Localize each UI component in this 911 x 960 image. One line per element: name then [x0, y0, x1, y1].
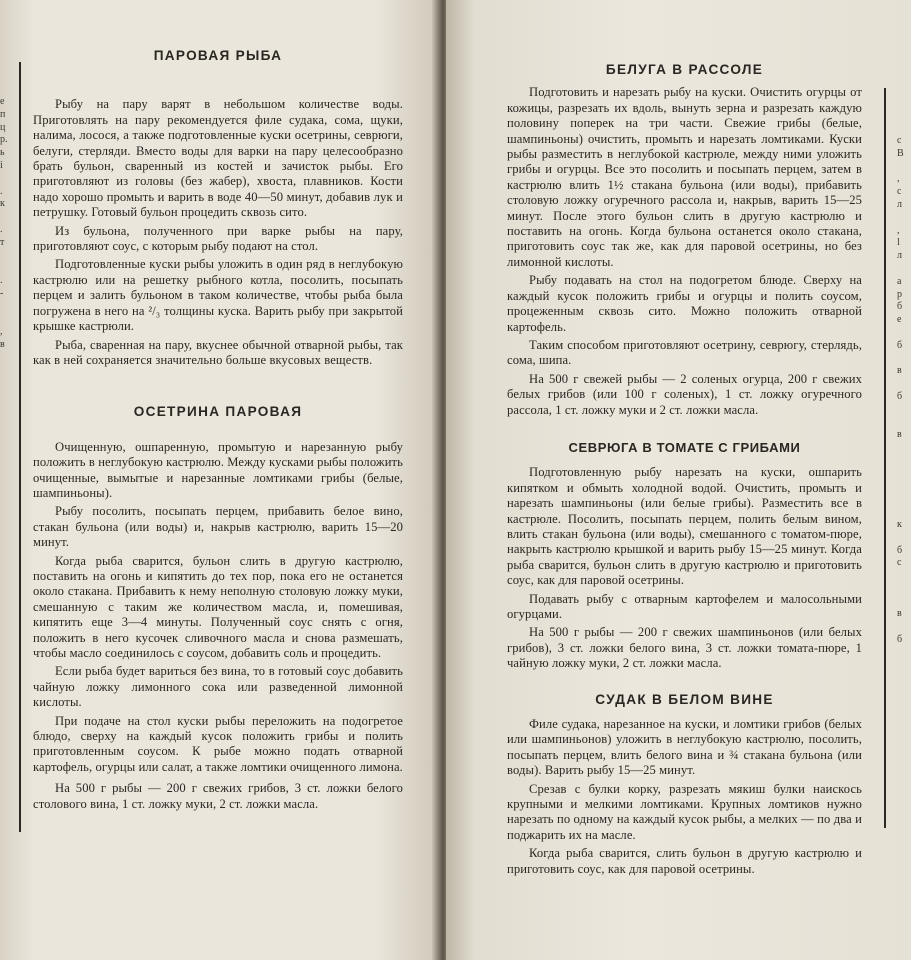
recipe-sevruga-tomato-mushrooms [507, 440, 862, 672]
recipe-steamed-sturgeon [33, 404, 403, 812]
recipe-paragraph: Когда рыба сварится, бульон слить в другую кастрюлю, поставить на огонь и кипятить до тех пор, пока его не останется около стакана. Прибавить к нему неполную столовую ложку муки, смешанную с таким же количеством масла, и, помешивая, кипятить еще 3—4 минуты. Полученный соус снять с огня, положить в него кусочек сливочного масла и снова размешать, чтобы масло соединилось с соусом, добавить соль и процедить. [33, 553, 403, 660]
edge-letter: В [897, 147, 904, 159]
recipe-ingredients: На 500 г рыбы — 200 г свежих грибов, 3 ст. ложки белого столового вина, 1 ст. ложку муки, 2 ст. ложки масла. [33, 781, 403, 811]
edge-letter: l [897, 237, 900, 249]
recipe-paragraph: Когда рыба сварится, слить бульон в другую кастрюлю и приготовить соус, как для паровой осетрины. [507, 846, 862, 876]
recipe-ingredients: На 500 г свежей рыбы — 2 соленых огурца, 200 г свежих белых грибов (или 100 г соленых), 1 ст. ложку огуречного рассола, 1 ст. ложку муки и 2 ст. ложки масла. [507, 371, 862, 417]
edge-letter [897, 442, 911, 455]
recipe-paragraph: Подготовить и нарезать рыбу на куски. Очистить огурцы от кожицы, разрезать их вдоль, вынуть зерна и разрезать каждую половину поперек на три части. Свежие грибы (белые, шампиньоны) очистить, промыть и нарезать ломтиками. Куски рыбы разместить в неглубокой кастрюле, между ними уложить грибы и огурцы. Все это посолить и посыпать перцем, затем в кастрюлю влить 1½ стакана бульона (или воды), прибавить столовую ложку огуречного рассола и, накрыв, варить 15—25 минут. После этого бульон слить в другую кастрюлю и поставить на огонь. Когда бульона останется около стакана, приготовить соус так же, как для паровой осетрины, но без лимонной кислоты. [507, 85, 862, 269]
edge-letter [897, 481, 911, 494]
edge-letter [897, 493, 911, 506]
edge-letter [0, 262, 16, 275]
edge-letter: а [897, 275, 902, 287]
edge-letter [0, 314, 16, 327]
edge-letter [897, 353, 911, 366]
edge-letter: л [897, 250, 902, 262]
edge-letter: р [897, 288, 902, 300]
recipe-title: СЕВРЮГА В ТОМАТЕ С ГРИБАМИ [568, 439, 801, 455]
edge-letter: - [0, 287, 4, 299]
edge-letter: б [897, 544, 903, 556]
recipe-paragraph: Рыбу посолить, посыпать перцем, прибавить белое вино, стакан бульона (или воды) и, накрыв кастрюлю, варить 15—20 минут. [33, 504, 403, 550]
recipe-paragraph: Срезав с булки корку, разрезать мякиш булки наискось крупными и мелкими ломтиками. Крупных ломтиков нужно нарезать по одному на каждый кусок рыбы, а мелких — по два и поджарить их на масле. [507, 781, 862, 842]
edge-letter: б [897, 634, 903, 646]
recipe-paragraph: Подготовленную рыбу нарезать на куски, ошпарить кипятком и обмыть холодной водой. Очистить, промыть и нарезать шампиньоны (или белые грибы). Разместить все в кастрюле. Посолить, посыпать перцем, полить белым вином, влить стакан бульона (или воды), смешанного с томатом-пюре, накрыть кастрюлю крышкой и варить рыбу 15—25 минут. Когда рыба сварится, бульон слить в другую кастрюлю и приготовить соус, как для паровой осетрины. [507, 465, 862, 588]
edge-letter: б [897, 390, 903, 402]
edge-letter [897, 506, 911, 519]
edge-letter [897, 596, 911, 609]
edge-letter: в [897, 429, 902, 441]
edge-letter: , [0, 326, 3, 338]
edge-letter: в [897, 608, 902, 620]
edge-letter: с [897, 186, 902, 198]
recipe-paragraph: Подавать рыбу с отварным картофелем и малосольными огурцами. [507, 591, 862, 621]
edge-letter [897, 621, 911, 634]
recipe-title: ОСЕТРИНА ПАРОВАЯ [133, 404, 303, 420]
edge-letter: т [0, 236, 5, 248]
edge-letter: к [0, 198, 5, 210]
edge-letter: в [897, 365, 902, 377]
edge-letter: б [897, 301, 903, 313]
edge-letter [897, 327, 911, 340]
edge-letter: е [897, 314, 902, 326]
right-edge-text-fragments [897, 135, 911, 647]
edge-letter [0, 211, 16, 224]
recipe-title: ПАРОВАЯ РЫБА [153, 48, 283, 63]
edge-letter [0, 250, 16, 263]
edge-letter: . [0, 275, 3, 287]
recipe-paragraph: Рыбу подавать на стол на подогретом блюде. Сверху на каждый кусок положить грибы и огурцы и полить соусом, процеженным сквозь сито. Можно положить отварной картофель. [507, 273, 862, 334]
edge-letter: к [897, 518, 902, 530]
recipe-title: СУДАК В БЕЛОМ ВИНЕ [595, 691, 774, 707]
edge-letter [0, 173, 16, 186]
edge-letter: в [0, 339, 5, 351]
edge-letter [0, 301, 16, 314]
left-page [0, 0, 440, 960]
recipe-paragraph: Из бульона, полученного при варке рыбы на пару, приготовляют соус, с которым рыбу подают на стол. [33, 223, 403, 254]
edge-letter [897, 263, 911, 276]
edge-letter [897, 417, 911, 430]
edge-letter [897, 404, 911, 417]
recipe-title: БЕЛУГА В РАССОЛЕ [605, 62, 764, 77]
right-column-rule [884, 88, 886, 828]
edge-letter: , [897, 224, 900, 236]
recipe-paragraph: Филе судака, нарезанное на куски, и ломтики грибов (белых или шампиньонов) уложить в неглубокую кастрюлю, посолить, посыпать перцем, влить белого вина и ¾ стакана бульона (или воды). Варить рыбу 15—25 минут. [507, 717, 862, 778]
edge-letter [897, 583, 911, 596]
left-column [33, 40, 403, 812]
edge-letter [897, 161, 911, 174]
recipe-paragraph: Подготовленные куски рыбы уложить в один ряд в неглубокую кастрюлю или на решетку рыбного котла, посолить, посыпать перцем и залить бульоном в таком количестве, чтобы рыба была погружена в него на ²/₃ толщины куска. Варить рыбу при закрытой крышке кастрюли. [33, 257, 403, 334]
edge-letter: с [897, 557, 902, 569]
edge-letter: , [897, 173, 900, 185]
edge-letter: с [897, 135, 902, 146]
left-column-rule [19, 62, 21, 832]
edge-letter: ь [0, 147, 5, 159]
edge-letter [897, 468, 911, 481]
edge-letter: л [897, 198, 902, 210]
recipe-zander-in-white-wine [507, 692, 862, 877]
edge-letter: е [0, 96, 5, 107]
right-column [507, 62, 862, 880]
recipe-steamed-fish [33, 48, 403, 368]
left-edge-text-fragments [0, 96, 16, 352]
recipe-paragraph: Таким способом приготовляют осетрину, севрюгу, стерлядь, сома, шипа. [507, 337, 862, 368]
recipe-paragraph: Если рыба будет вариться без вина, то в готовый соус добавить чайную ложку лимонного сока или разведенной лимонной кислоты. [33, 664, 403, 710]
edge-letter: ц [0, 121, 6, 133]
recipe-paragraph: Рыбу на пару варят в небольшом количестве воды. Приготовлять на пару рекомендуется филе судака, сома, щуки, налима, лосося, а также подготовленные куски осетрины, севрюги, белуги, стерляди. Вместо воды для варки на пару целесообразно брать бульон, сваренный из костей и зачисток рыбы. Его приготовляют из головы (без жабер), хвоста, плавников. Кости надо хорошо промыть и варить в воде 40—50 минут, добавив лук и петрушку. Готовый бульон процедить сквозь сито. [33, 97, 403, 220]
edge-letter: і [0, 159, 3, 171]
edge-letter: . [0, 223, 3, 235]
edge-letter: р. [0, 134, 8, 146]
edge-letter: . [0, 185, 3, 197]
recipe-beluga-in-brine [507, 62, 862, 418]
edge-letter [897, 212, 911, 225]
edge-letter [897, 532, 911, 545]
edge-letter [897, 455, 911, 468]
recipe-ingredients: На 500 г рыбы — 200 г свежих шампиньонов (или белых грибов), 3 ст. ложки белого вина, 3 ст. ложки томата-пюре, 1 чайную ложку муки, 2 ст. ложки масла. [507, 625, 862, 671]
edge-letter [897, 378, 911, 391]
edge-letter: п [0, 108, 6, 120]
edge-letter [897, 570, 911, 583]
recipe-paragraph: Рыба, сваренная на пару, вкуснее обычной отварной рыбы, так как в ней сохраняется значительно больше вкусовых веществ. [33, 337, 403, 367]
edge-letter: б [897, 339, 903, 351]
recipe-paragraph: Очищенную, ошпаренную, промытую и нарезанную рыбу положить в неглубокую кастрюлю. Между кусками рыбы положить очищенные, вымытые и нарезанные ломтиками грибы (белые, шампиньоны). [33, 439, 403, 500]
recipe-paragraph: При подаче на стол куски рыбы переложить на подогретое блюдо, сверху на каждый кусок положить грибы и полить приготовленным соусом. К рыбе можно подать отварной картофель, огурцы или салат, а также ломтики очищенного лимона. [33, 713, 403, 774]
